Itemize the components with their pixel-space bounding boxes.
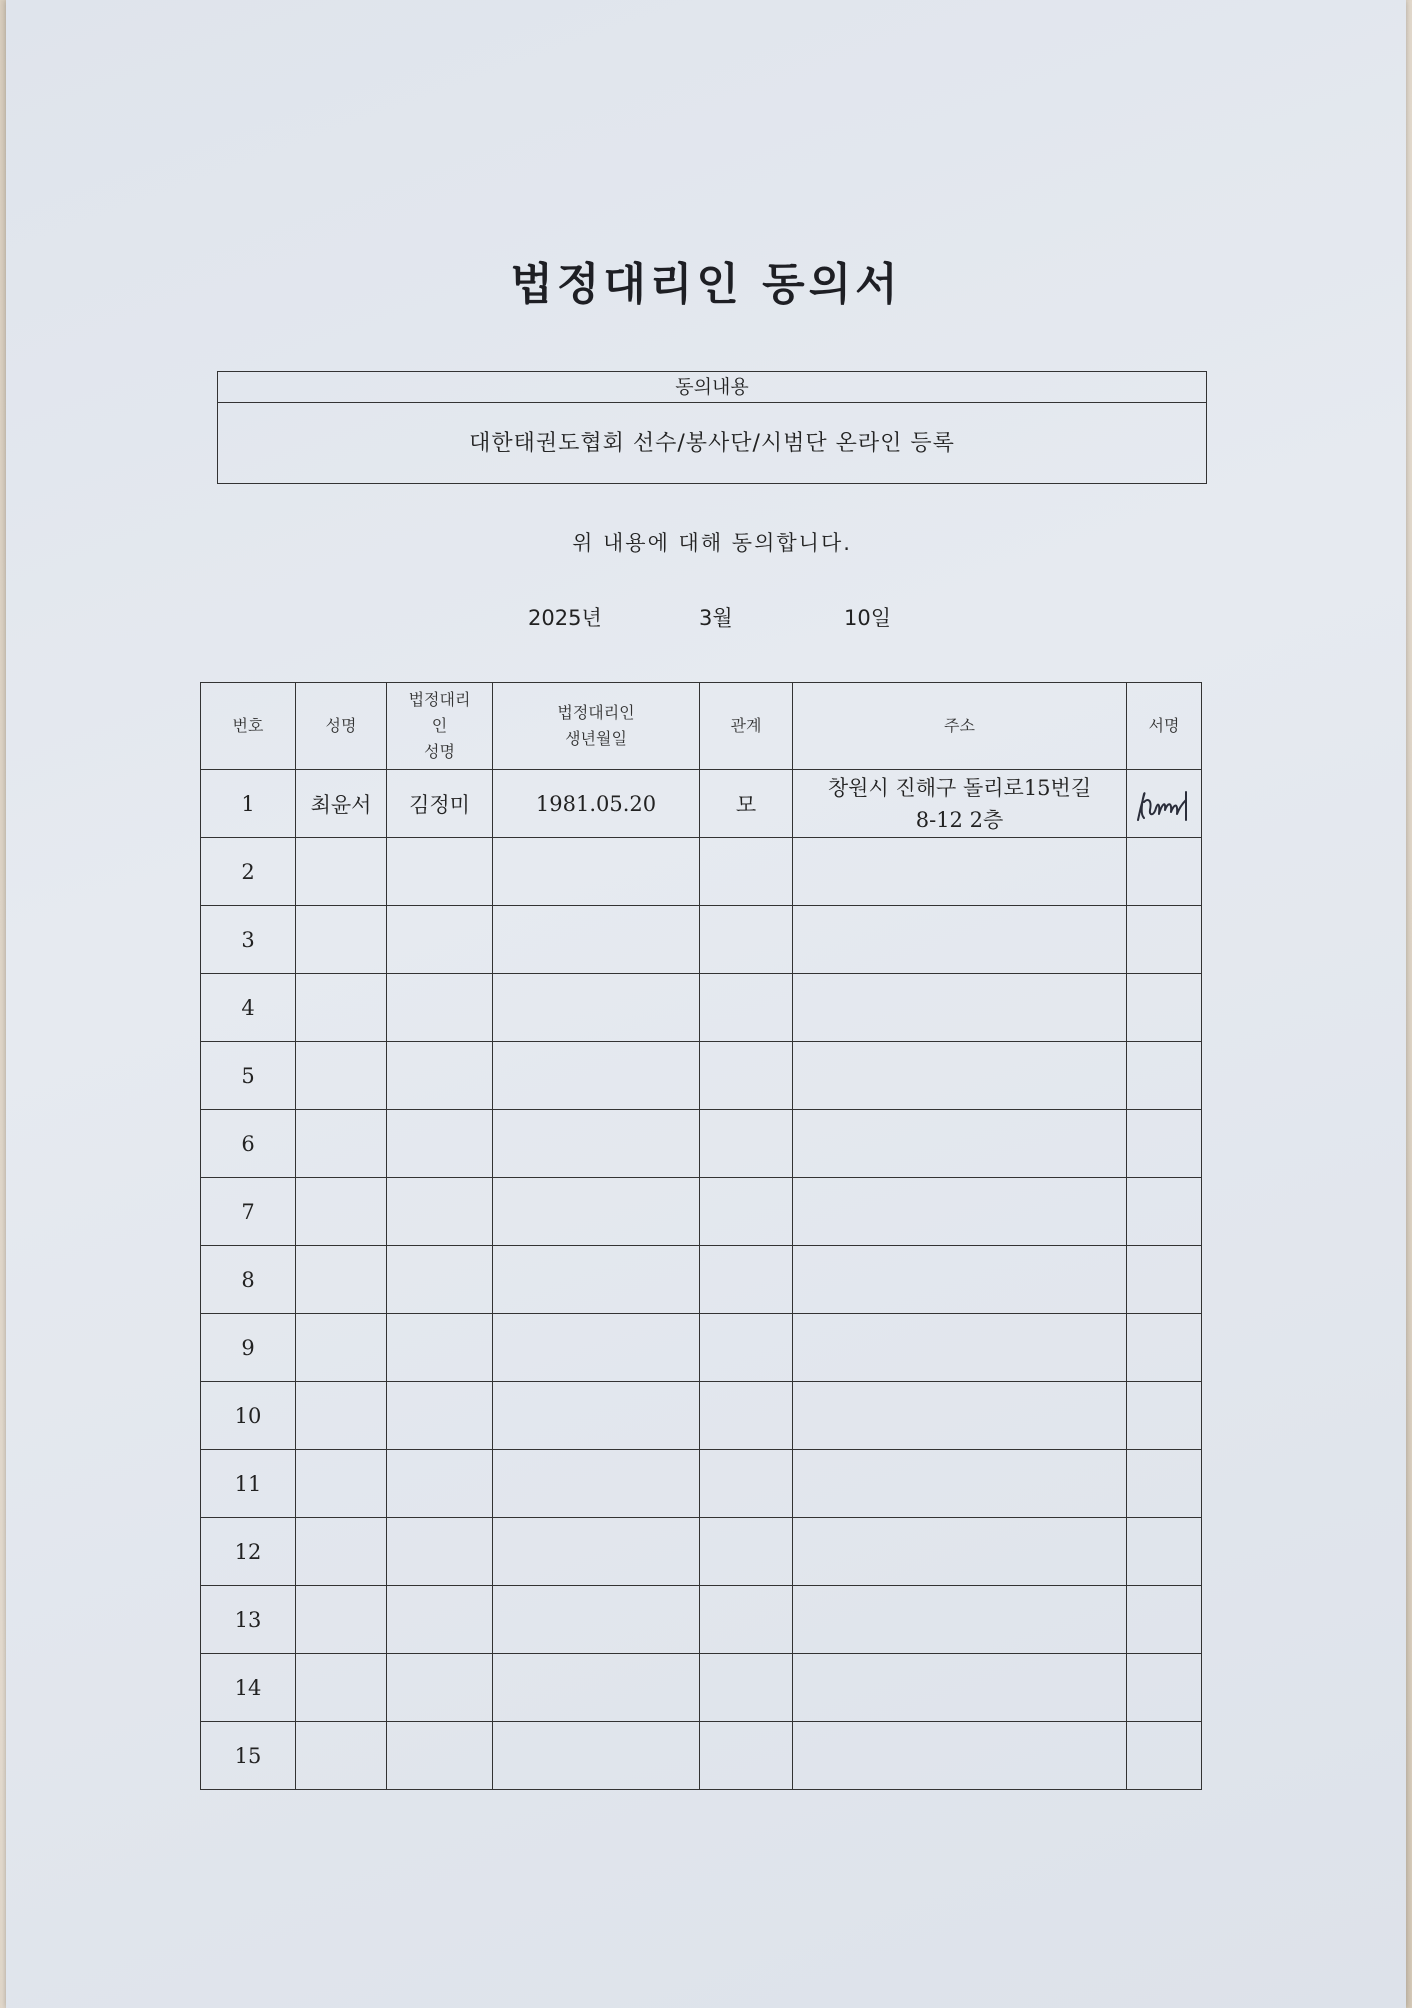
relation-cell xyxy=(700,906,793,974)
address-cell xyxy=(793,1246,1127,1314)
relation-cell xyxy=(700,1654,793,1722)
name-cell xyxy=(296,906,387,974)
row-number-cell: 8 xyxy=(201,1246,296,1314)
name-cell xyxy=(296,1042,387,1110)
signature-cell xyxy=(1127,1110,1202,1178)
row-number-cell: 2 xyxy=(201,838,296,906)
signature-cell xyxy=(1127,770,1202,838)
row-number-cell: 9 xyxy=(201,1314,296,1382)
name-cell xyxy=(296,974,387,1042)
header-number: 번호 xyxy=(201,683,296,770)
header-name: 성명 xyxy=(296,683,387,770)
guardian-name-cell xyxy=(387,1314,493,1382)
relation-cell xyxy=(700,1110,793,1178)
guardian-birth-cell xyxy=(493,1246,700,1314)
guardian-birth-cell xyxy=(493,974,700,1042)
row-number-cell: 10 xyxy=(201,1382,296,1450)
address-cell xyxy=(793,1382,1127,1450)
table-row xyxy=(201,1450,1202,1518)
table-row xyxy=(201,1110,1202,1178)
row-number-cell: 15 xyxy=(201,1722,296,1790)
signature-cell xyxy=(1127,906,1202,974)
signature-cell xyxy=(1127,1518,1202,1586)
guardian-birth-cell xyxy=(493,1110,700,1178)
guardian-name-cell xyxy=(387,1110,493,1178)
signature-cell xyxy=(1127,1314,1202,1382)
relation-cell xyxy=(700,1382,793,1450)
guardian-birth-cell xyxy=(493,1450,700,1518)
row-number-cell: 12 xyxy=(201,1518,296,1586)
table-row xyxy=(201,974,1202,1042)
guardian-birth-cell xyxy=(493,1382,700,1450)
name-cell xyxy=(296,1586,387,1654)
table-row xyxy=(201,1722,1202,1790)
guardian-name-cell xyxy=(387,1042,493,1110)
relation-cell xyxy=(700,1042,793,1110)
guardian-name-cell xyxy=(387,1450,493,1518)
name-cell xyxy=(296,1518,387,1586)
address-line-1: 창원시 진해구 돌리로15번길 xyxy=(827,775,1092,800)
guardian-name-cell xyxy=(387,1722,493,1790)
signature-cell xyxy=(1127,1382,1202,1450)
handwritten-signature xyxy=(1132,780,1196,828)
name-cell xyxy=(296,838,387,906)
row-number-cell: 11 xyxy=(201,1450,296,1518)
table-row xyxy=(201,838,1202,906)
header-relation: 관계 xyxy=(700,683,793,770)
row-number-cell: 7 xyxy=(201,1178,296,1246)
guardian-birth-cell xyxy=(493,1722,700,1790)
guardian-name-cell xyxy=(387,906,493,974)
signature-cell xyxy=(1127,1246,1202,1314)
name-cell xyxy=(296,1654,387,1722)
row-number-cell: 1 xyxy=(201,770,296,838)
date-year: 2025년 xyxy=(528,606,602,630)
guardian-name-cell xyxy=(387,1518,493,1586)
date-day: 10일 xyxy=(844,606,892,630)
name-cell xyxy=(296,1450,387,1518)
row-number-cell: 6 xyxy=(201,1110,296,1178)
date-month: 3월 xyxy=(699,606,733,630)
address-cell xyxy=(793,1314,1127,1382)
relation-cell xyxy=(700,1518,793,1586)
address-cell xyxy=(793,1722,1127,1790)
relation-cell xyxy=(700,1722,793,1790)
consent-box xyxy=(217,371,1207,484)
relation-cell xyxy=(700,1450,793,1518)
name-cell xyxy=(296,1314,387,1382)
relation-cell xyxy=(700,838,793,906)
name-cell: 최윤서 xyxy=(296,770,387,838)
consent-header: 동의내용 xyxy=(218,372,1206,403)
name-cell xyxy=(296,1382,387,1450)
guardian-name-cell xyxy=(387,838,493,906)
table-header-row xyxy=(201,683,1202,770)
signature-cell xyxy=(1127,974,1202,1042)
table-row xyxy=(201,1654,1202,1722)
relation-cell xyxy=(700,1586,793,1654)
table-row xyxy=(201,1382,1202,1450)
guardian-name-cell xyxy=(387,1586,493,1654)
header-guardian-birth: 법정대리인 생년월일 xyxy=(493,683,700,770)
guardian-name-cell: 김정미 xyxy=(387,770,493,838)
relation-cell xyxy=(700,1178,793,1246)
guardian-birth-cell xyxy=(493,1654,700,1722)
relation-cell xyxy=(700,974,793,1042)
address-cell xyxy=(793,1042,1127,1110)
signature-cell xyxy=(1127,1586,1202,1654)
guardian-name-cell xyxy=(387,974,493,1042)
guardian-birth-cell xyxy=(493,838,700,906)
address-cell xyxy=(793,1110,1127,1178)
guardian-birth-cell xyxy=(493,1586,700,1654)
agreement-statement: 위 내용에 대해 동의합니다. xyxy=(572,531,852,555)
row-number-cell: 3 xyxy=(201,906,296,974)
guardian-table xyxy=(200,682,1202,1790)
table-row xyxy=(201,1246,1202,1314)
row-number-cell: 5 xyxy=(201,1042,296,1110)
guardian-name-cell xyxy=(387,1246,493,1314)
consent-content: 대한태권도협회 선수/봉사단/시범단 온라인 등록 xyxy=(469,431,955,456)
table-row xyxy=(201,1042,1202,1110)
address-cell xyxy=(793,1450,1127,1518)
name-cell xyxy=(296,1246,387,1314)
table-row xyxy=(201,1586,1202,1654)
signature-cell xyxy=(1127,838,1202,906)
address-cell xyxy=(793,838,1127,906)
address-line-2: 8-12 2층 xyxy=(915,807,1004,832)
guardian-birth-cell xyxy=(493,1314,700,1382)
table-row xyxy=(201,1518,1202,1586)
document-title: 법정대리인 동의서 xyxy=(510,259,902,310)
relation-cell xyxy=(700,1246,793,1314)
guardian-name-cell xyxy=(387,1654,493,1722)
header-signature: 서명 xyxy=(1127,683,1202,770)
row-number-cell: 4 xyxy=(201,974,296,1042)
guardian-name-cell xyxy=(387,1178,493,1246)
address-cell xyxy=(793,974,1127,1042)
guardian-birth-cell xyxy=(493,1518,700,1586)
table-row xyxy=(201,906,1202,974)
row-number-cell: 14 xyxy=(201,1654,296,1722)
guardian-birth-cell xyxy=(493,1178,700,1246)
signature-cell xyxy=(1127,1178,1202,1246)
address-cell xyxy=(793,1654,1127,1722)
address-cell xyxy=(793,1586,1127,1654)
header-address: 주소 xyxy=(793,683,1127,770)
signature-cell xyxy=(1127,1722,1202,1790)
address-cell xyxy=(793,770,1127,838)
name-cell xyxy=(296,1110,387,1178)
address-cell xyxy=(793,1518,1127,1586)
name-cell xyxy=(296,1722,387,1790)
name-cell xyxy=(296,1178,387,1246)
signature-cell xyxy=(1127,1450,1202,1518)
table-row xyxy=(201,1314,1202,1382)
address-cell xyxy=(793,1178,1127,1246)
address-cell xyxy=(793,906,1127,974)
row-number-cell: 13 xyxy=(201,1586,296,1654)
guardian-name-cell xyxy=(387,1382,493,1450)
relation-cell: 모 xyxy=(700,770,793,838)
guardian-birth-cell xyxy=(493,1042,700,1110)
relation-cell xyxy=(700,1314,793,1382)
table-row xyxy=(201,1178,1202,1246)
signature-cell xyxy=(1127,1042,1202,1110)
header-guardian-name: 법정대리 인 성명 xyxy=(387,683,493,770)
table-row xyxy=(201,770,1202,838)
guardian-birth-cell: 1981.05.20 xyxy=(493,770,700,838)
signature-cell xyxy=(1127,1654,1202,1722)
guardian-birth-cell xyxy=(493,906,700,974)
